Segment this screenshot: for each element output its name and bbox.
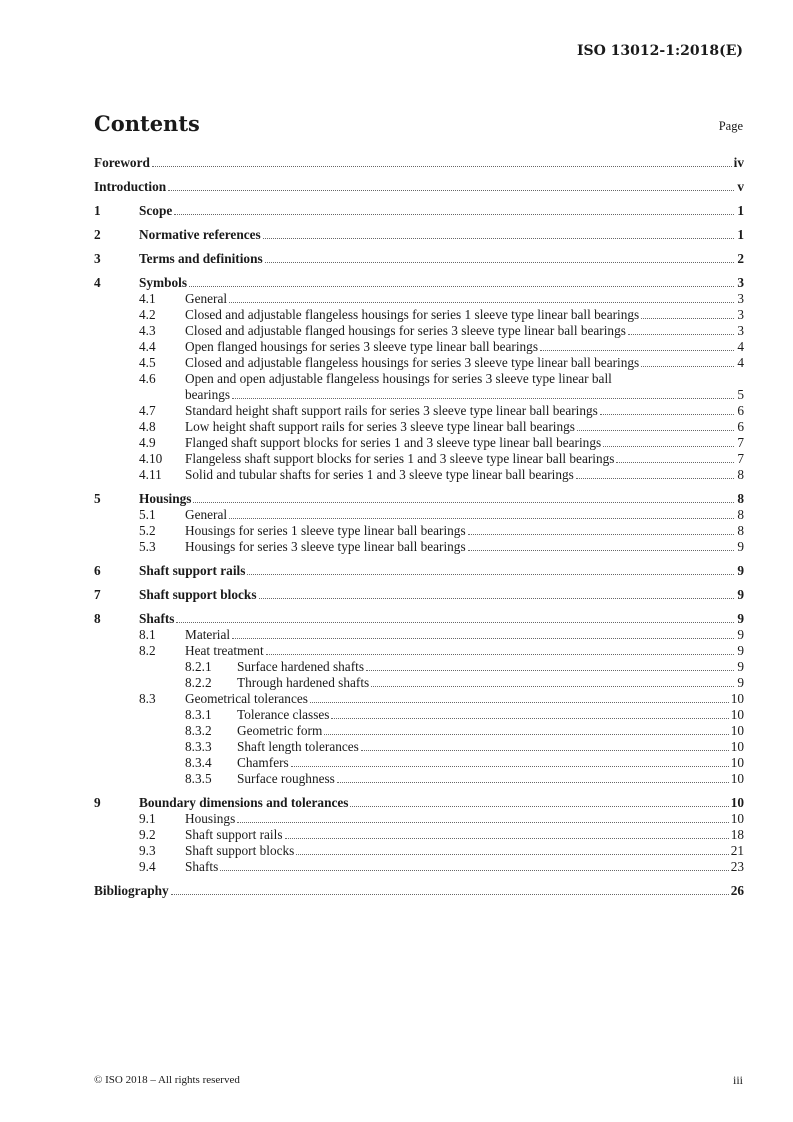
toc-entry[interactable] xyxy=(94,811,744,827)
toc-entry[interactable] xyxy=(94,203,744,219)
toc-entry-title: Shaft length tolerances xyxy=(237,739,359,754)
toc-entry[interactable] xyxy=(94,451,744,467)
toc-entry-page: 4 xyxy=(737,355,744,370)
toc-entry-number: 5.3 xyxy=(139,539,156,554)
dot-leader xyxy=(576,478,734,479)
toc-entry-title: Shafts xyxy=(139,611,175,626)
toc-entry[interactable] xyxy=(94,723,744,739)
toc-entry-title: Normative references xyxy=(139,227,261,242)
dot-leader xyxy=(337,782,729,783)
dot-leader xyxy=(168,190,734,191)
toc-entry-number: 8.2.1 xyxy=(185,659,212,674)
toc-entry-title: Shafts xyxy=(185,859,219,874)
toc-entry-number: 4.11 xyxy=(139,467,162,482)
toc-entry-title: Introduction xyxy=(94,179,167,194)
toc-entry-number: 4.9 xyxy=(139,435,156,450)
toc-entry-page: 9 xyxy=(737,627,744,642)
toc-entry-title: Geometrical tolerances xyxy=(185,691,308,706)
toc-entry-number: 4.6 xyxy=(139,371,156,386)
table-of-contents xyxy=(94,155,744,899)
toc-entry-page: 4 xyxy=(737,339,744,354)
toc-entry-title: Surface hardened shafts xyxy=(237,659,365,674)
toc-entry-number: 5 xyxy=(94,491,101,506)
toc-entry-page: 10 xyxy=(730,739,744,754)
toc-entry[interactable] xyxy=(94,739,744,755)
dot-leader xyxy=(371,686,734,687)
dot-leader xyxy=(247,574,734,575)
toc-entry-page: 8 xyxy=(737,523,744,538)
toc-entry-title: Housings xyxy=(185,811,236,826)
dot-leader xyxy=(616,462,734,463)
toc-entry-page: 10 xyxy=(730,811,744,826)
toc-entry[interactable] xyxy=(94,403,744,419)
toc-entry-title: Housings for series 1 sleeve type linear ball bearings xyxy=(185,523,466,538)
toc-entry[interactable] xyxy=(94,627,744,643)
dot-leader xyxy=(265,262,734,263)
toc-entry-number: 4.7 xyxy=(139,403,156,418)
dot-leader xyxy=(577,430,734,431)
dot-leader xyxy=(220,870,728,871)
dot-leader xyxy=(171,894,729,895)
toc-entry[interactable] xyxy=(94,795,744,811)
toc-entry-title: Flangeless shaft support blocks for series 1 and 3 sleeve type linear ball bearings xyxy=(185,451,615,466)
toc-entry[interactable] xyxy=(94,291,744,307)
dot-leader xyxy=(193,502,734,503)
toc-entry-page: 1 xyxy=(737,203,744,218)
dot-leader xyxy=(540,350,734,351)
toc-entry[interactable] xyxy=(94,339,744,355)
dot-leader xyxy=(361,750,729,751)
toc-entry-title: Symbols xyxy=(139,275,188,290)
toc-entry-page: 3 xyxy=(737,323,744,338)
toc-entry-title: Heat treatment xyxy=(185,643,264,658)
toc-entry-title: Low height shaft support rails for series 3 sleeve type linear ball bearings xyxy=(185,419,575,434)
toc-entry[interactable] xyxy=(94,227,744,243)
toc-entry-title: Open flanged housings for series 3 sleeve type linear ball bearings xyxy=(185,339,538,354)
toc-entry[interactable] xyxy=(94,643,744,659)
dot-leader xyxy=(350,806,728,807)
toc-entry-number: 8 xyxy=(94,611,101,626)
toc-entry[interactable] xyxy=(94,587,744,603)
dot-leader xyxy=(310,702,729,703)
toc-entry-title: Standard height shaft support rails for series 3 sleeve type linear ball bearings xyxy=(185,403,598,418)
toc-entry-page: 1 xyxy=(737,227,744,242)
dot-leader xyxy=(603,446,734,447)
dot-leader xyxy=(600,414,734,415)
toc-entry[interactable] xyxy=(94,755,744,771)
toc-entry-number: 7 xyxy=(94,587,101,602)
document-id: ISO 13012-1:2018(E) xyxy=(576,43,743,59)
toc-entry-title-continued: bearings xyxy=(185,387,231,402)
toc-entry-page: 9 xyxy=(737,587,744,602)
toc-entry[interactable] xyxy=(94,467,744,483)
copyright-notice: © ISO 2018 – All rights reserved xyxy=(94,1074,240,1086)
toc-entry-number: 2 xyxy=(94,227,101,242)
toc-entry-page: 5 xyxy=(737,387,744,402)
toc-entry[interactable] xyxy=(94,155,744,171)
toc-entry-page: 9 xyxy=(737,659,744,674)
page-title: Contents xyxy=(94,111,200,136)
dot-leader xyxy=(291,766,729,767)
dot-leader xyxy=(237,822,728,823)
toc-entry-page: 10 xyxy=(730,771,744,786)
toc-entry[interactable] xyxy=(94,539,744,555)
toc-entry-number: 4.1 xyxy=(139,291,156,306)
toc-entry[interactable] xyxy=(94,707,744,723)
toc-entry[interactable] xyxy=(94,419,744,435)
toc-entry-page: 7 xyxy=(737,451,744,466)
toc-entry-page: 10 xyxy=(730,755,744,770)
toc-entry-number: 6 xyxy=(94,563,101,578)
dot-leader xyxy=(468,550,734,551)
dot-leader xyxy=(468,534,734,535)
toc-entry-page: 9 xyxy=(737,643,744,658)
toc-entry[interactable] xyxy=(94,827,744,843)
toc-entry-number: 4.10 xyxy=(139,451,163,466)
toc-entry-page: 3 xyxy=(737,291,744,306)
toc-entry-number: 8.2 xyxy=(139,643,156,658)
toc-entry-page: v xyxy=(737,179,744,194)
toc-entry-number: 9.4 xyxy=(139,859,156,874)
dot-leader xyxy=(641,318,734,319)
toc-entry-number: 8.3.3 xyxy=(185,739,212,754)
dot-leader xyxy=(641,366,734,367)
toc-entry-page: 3 xyxy=(737,275,744,290)
toc-entry-title: Foreword xyxy=(94,155,150,170)
toc-entry-page: 3 xyxy=(737,307,744,322)
toc-entry-number: 1 xyxy=(94,203,101,218)
toc-entry[interactable] xyxy=(94,659,744,675)
toc-entry-title: Material xyxy=(185,627,231,642)
toc-entry[interactable] xyxy=(94,307,744,323)
toc-entry-title: General xyxy=(185,291,228,306)
toc-entry[interactable] xyxy=(94,275,744,291)
toc-entry-number: 5.1 xyxy=(139,507,156,522)
toc-entry-title: Terms and definitions xyxy=(139,251,263,266)
toc-entry-number: 8.3.2 xyxy=(185,723,212,738)
toc-entry[interactable] xyxy=(94,691,744,707)
toc-entry-number: 5.2 xyxy=(139,523,156,538)
toc-entry-number: 8.3.1 xyxy=(185,707,212,722)
toc-entry-title: General xyxy=(185,507,228,522)
dot-leader xyxy=(174,214,734,215)
toc-entry-title: Shaft support blocks xyxy=(139,587,257,602)
toc-entry-number: 9 xyxy=(94,795,101,810)
toc-entry[interactable] xyxy=(94,675,744,691)
toc-entry[interactable] xyxy=(94,611,744,627)
toc-entry-title: Bibliography xyxy=(94,883,169,898)
toc-entry-page: iv xyxy=(733,155,744,170)
toc-entry-title: Open and open adjustable flangeless housings for series 3 sleeve type linear ball xyxy=(185,371,612,386)
toc-entry-title: Surface roughness xyxy=(237,771,335,786)
toc-entry-title: Through hardened shafts xyxy=(237,675,370,690)
toc-entry-number: 9.3 xyxy=(139,843,156,858)
toc-entry-number: 8.3.4 xyxy=(185,755,212,770)
toc-entry[interactable] xyxy=(94,323,744,339)
dot-leader xyxy=(152,166,732,167)
toc-entry-title: Tolerance classes xyxy=(237,707,330,722)
toc-entry-title: Closed and adjustable flangeless housings for series 1 sleeve type linear ball bearings xyxy=(185,307,640,322)
toc-entry-title: Boundary dimensions and tolerances xyxy=(139,795,349,810)
toc-entry-page: 10 xyxy=(730,795,744,810)
toc-entry-number: 8.1 xyxy=(139,627,156,642)
toc-entry[interactable] xyxy=(94,179,744,195)
toc-entry-title: Chamfers xyxy=(237,755,289,770)
dot-leader xyxy=(366,670,734,671)
toc-entry-page: 8 xyxy=(737,467,744,482)
toc-entry[interactable] xyxy=(94,251,744,267)
toc-entry-number: 9.1 xyxy=(139,811,156,826)
dot-leader xyxy=(229,302,734,303)
toc-entry[interactable] xyxy=(94,771,744,787)
dot-leader xyxy=(259,598,735,599)
toc-entry-number: 4.8 xyxy=(139,419,156,434)
toc-entry-title: Scope xyxy=(139,203,173,218)
toc-entry-title: Housings for series 3 sleeve type linear ball bearings xyxy=(185,539,466,554)
toc-entry-title: Closed and adjustable flanged housings for series 3 sleeve type linear ball bearings xyxy=(185,323,626,338)
toc-entry-title: Shaft support rails xyxy=(139,563,246,578)
toc-entry-title: Flanged shaft support blocks for series 1 and 3 sleeve type linear ball bearings xyxy=(185,435,602,450)
toc-entry[interactable] xyxy=(94,843,744,859)
dot-leader xyxy=(285,838,729,839)
toc-entry-title: Solid and tubular shafts for series 1 and 3 sleeve type linear ball bearings xyxy=(185,467,574,482)
toc-entry-page: 6 xyxy=(737,419,744,434)
toc-entry-number: 8.3.5 xyxy=(185,771,212,786)
toc-entry-number: 4.3 xyxy=(139,323,156,338)
dot-leader xyxy=(266,654,734,655)
toc-entry[interactable] xyxy=(94,563,744,579)
toc-entry-title: Geometric form xyxy=(237,723,323,738)
toc-entry-title: Shaft support rails xyxy=(185,827,283,842)
toc-entry[interactable] xyxy=(94,523,744,539)
dot-leader xyxy=(232,638,734,639)
dot-leader xyxy=(176,622,734,623)
dot-leader xyxy=(189,286,734,287)
toc-entry-page: 21 xyxy=(730,843,744,858)
toc-entry-page: 9 xyxy=(737,611,744,626)
dot-leader xyxy=(296,854,728,855)
toc-entry-page: 23 xyxy=(730,859,744,874)
toc-entry[interactable] xyxy=(94,883,744,899)
dot-leader xyxy=(324,734,728,735)
toc-entry-number: 4 xyxy=(94,275,101,290)
toc-entry-page: 6 xyxy=(737,403,744,418)
toc-entry-page: 8 xyxy=(737,491,744,506)
page-number: iii xyxy=(732,1073,743,1087)
toc-entry-page: 10 xyxy=(730,691,744,706)
dot-leader xyxy=(229,518,734,519)
toc-entry-page: 10 xyxy=(730,707,744,722)
dot-leader xyxy=(628,334,734,335)
toc-entry-number: 8.3 xyxy=(139,691,156,706)
toc-entry-number: 4.2 xyxy=(139,307,156,322)
toc-entry-page: 9 xyxy=(737,675,744,690)
toc-entry-title: Shaft support blocks xyxy=(185,843,295,858)
toc-entry-number: 4.4 xyxy=(139,339,156,354)
toc-entry-number: 4.5 xyxy=(139,355,156,370)
toc-entry[interactable] xyxy=(94,507,744,523)
toc-entry[interactable] xyxy=(94,435,744,451)
dot-leader xyxy=(331,718,728,719)
toc-entry-page: 18 xyxy=(730,827,744,842)
dot-leader xyxy=(263,238,734,239)
toc-entry-number: 8.2.2 xyxy=(185,675,212,690)
toc-entry-page: 26 xyxy=(730,883,744,898)
toc-entry[interactable] xyxy=(94,859,744,875)
toc-entry[interactable] xyxy=(94,371,744,403)
toc-entry-page: 9 xyxy=(737,539,744,554)
toc-entry[interactable] xyxy=(94,355,744,371)
toc-entry[interactable] xyxy=(94,491,744,507)
toc-entry-page: 2 xyxy=(737,251,744,266)
toc-entry-title: Housings xyxy=(139,491,192,506)
toc-entry-page: 9 xyxy=(737,563,744,578)
toc-entry-number: 9.2 xyxy=(139,827,156,842)
toc-entry-page: 7 xyxy=(737,435,744,450)
toc-entry-number: 3 xyxy=(94,251,101,266)
toc-entry-page: 10 xyxy=(730,723,744,738)
toc-entry-title: Closed and adjustable flangeless housings for series 3 sleeve type linear ball bearings xyxy=(185,355,640,370)
page-column-label: Page xyxy=(718,119,743,133)
dot-leader xyxy=(232,398,734,399)
toc-entry-page: 8 xyxy=(737,507,744,522)
